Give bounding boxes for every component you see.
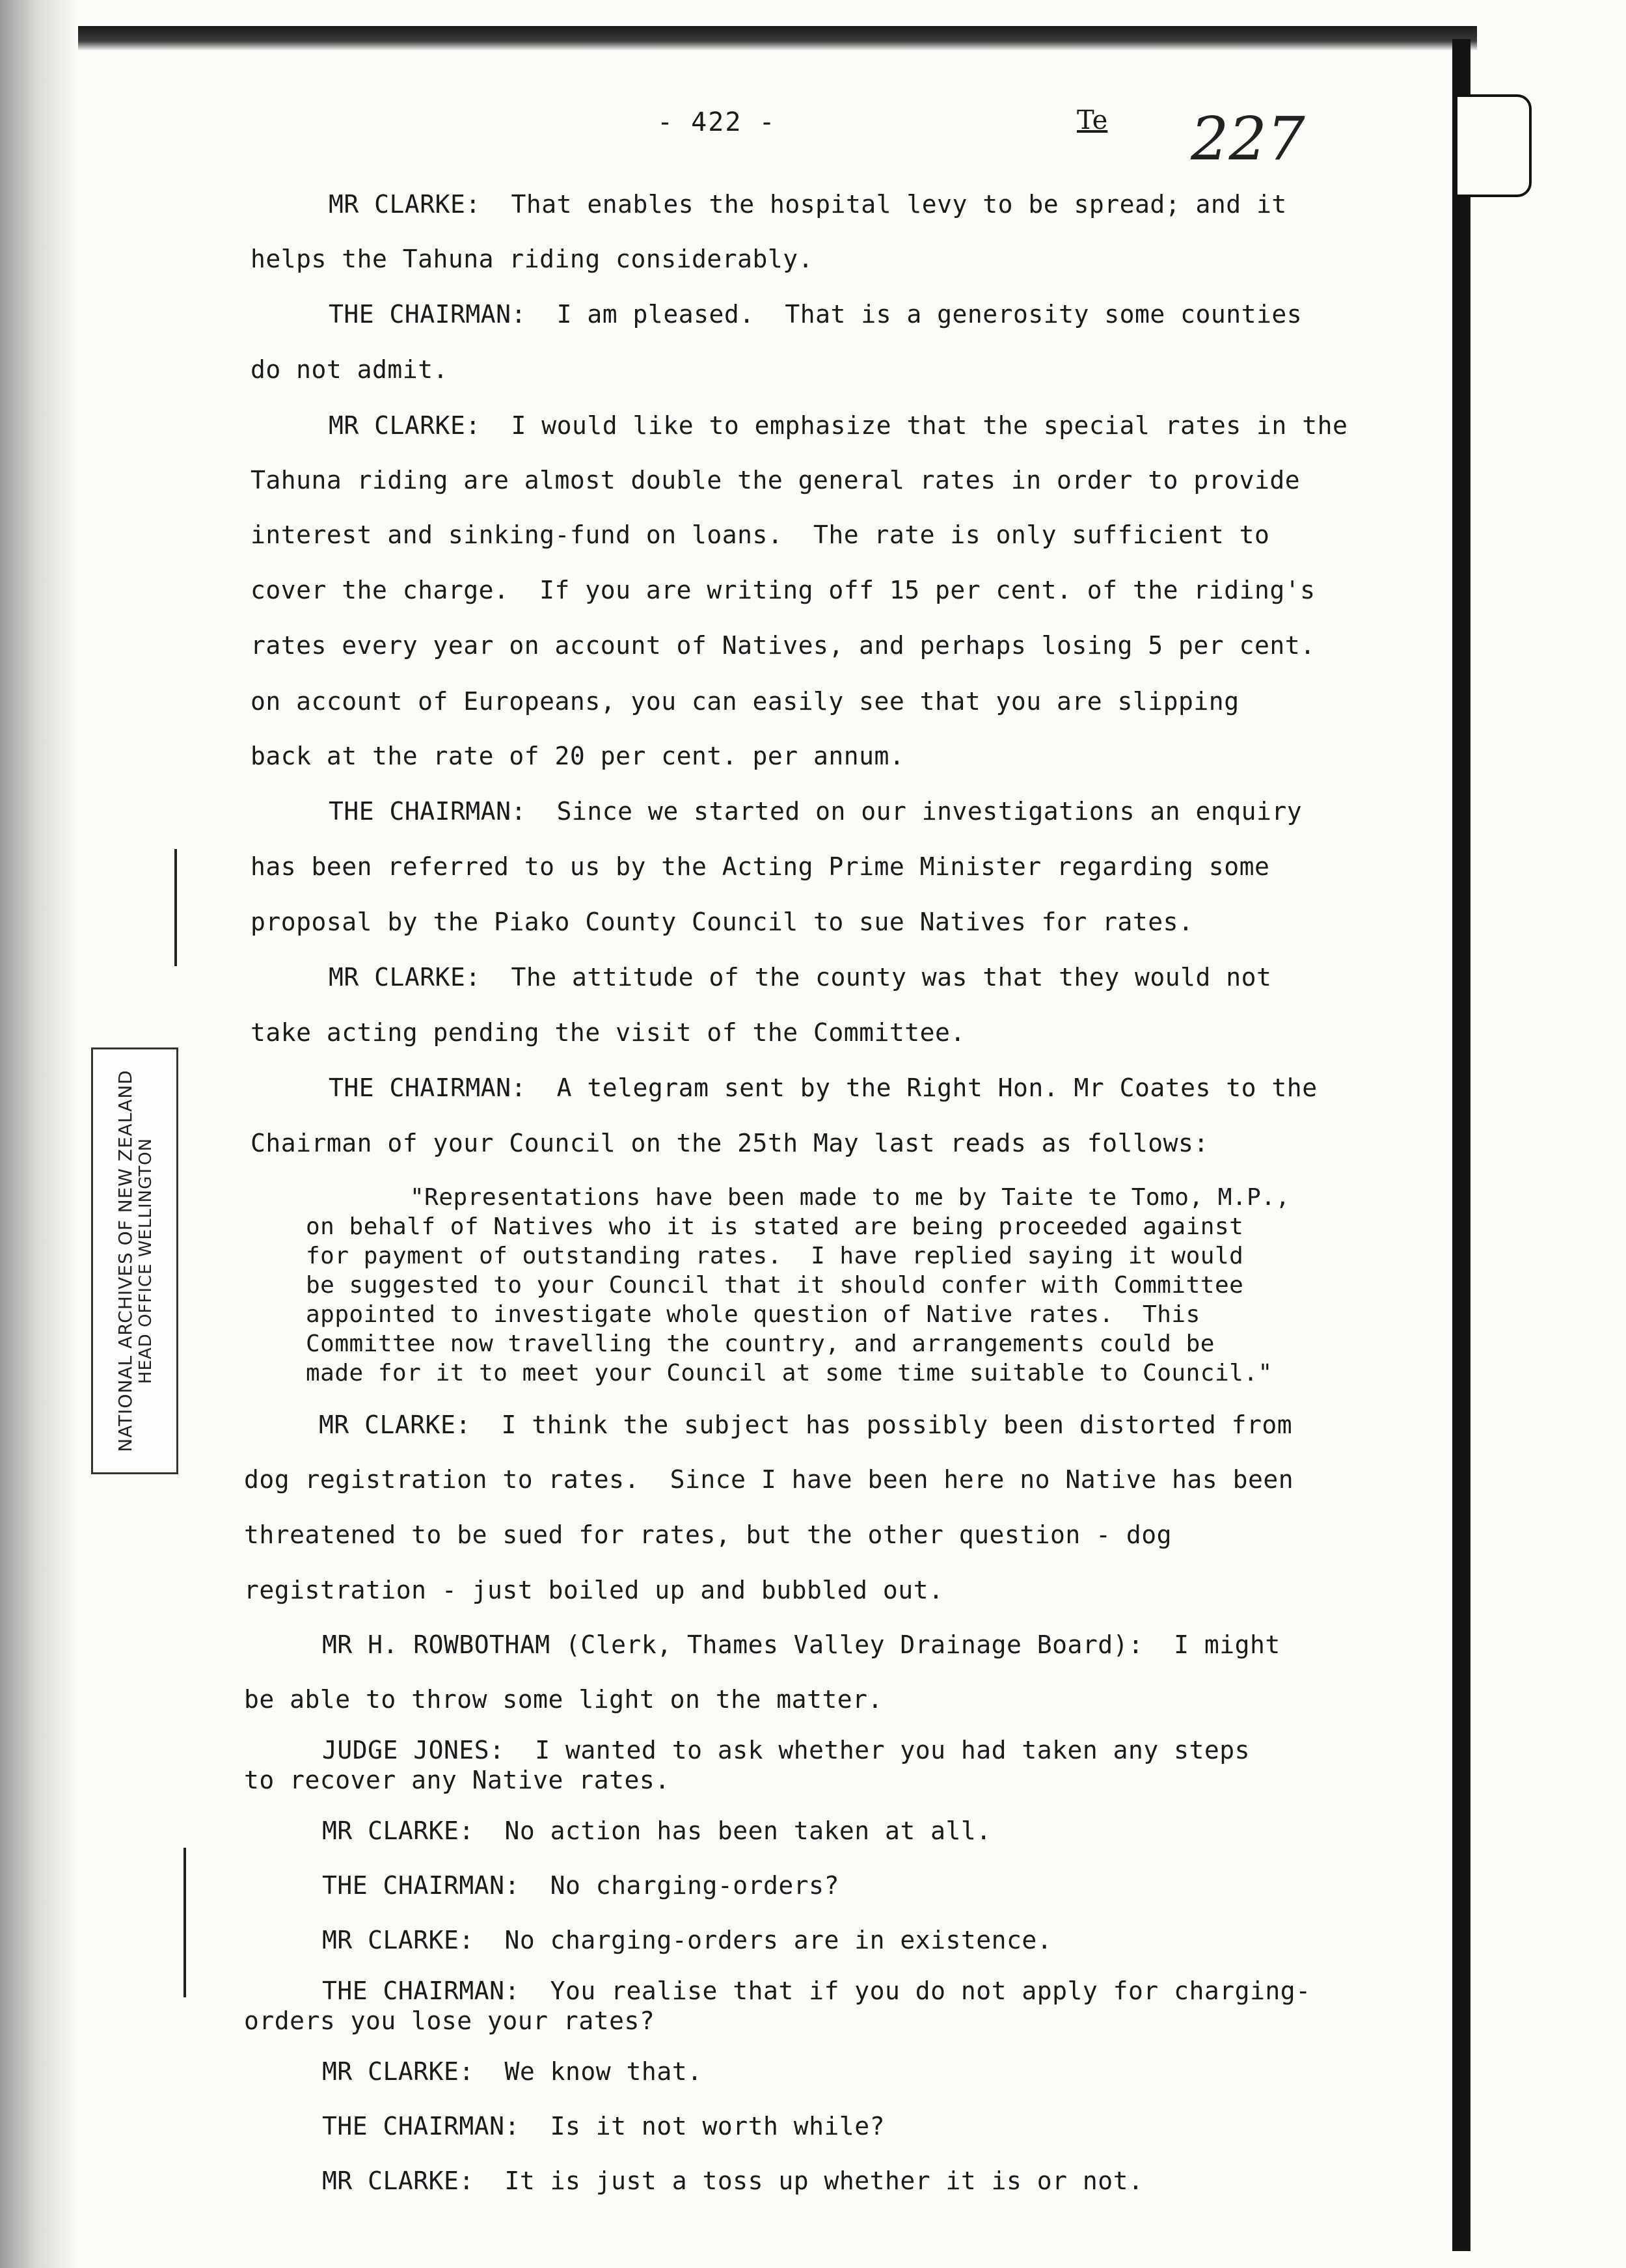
page-number: - 422 - [657,107,776,137]
text-line: MR CLARKE: No action has been taken at all. [322,1816,992,1845]
text-line: MR CLARKE: It is just a toss up whether it is or not. [322,2167,1144,2195]
quoted-telegram-line: be suggested to your Council that it should confer with Committee [306,1272,1244,1299]
text-line: THE CHAIRMAN: No charging-orders? [322,1871,839,1900]
text-line: THE CHAIRMAN: You realise that if you do not apply for charging- [322,1977,1311,2005]
text-line: back at the rate of 20 per cent. per annum. [251,742,905,770]
text-line: orders you lose your rates? [244,2006,655,2035]
text-line: do not admit. [251,355,448,384]
archive-stamp [91,1047,178,1474]
text-line: THE CHAIRMAN: Is it not worth while? [322,2112,885,2140]
scan-left-edge [0,0,78,2268]
text-line: dog registration to rates. Since I have been here no Native has been [244,1465,1294,1494]
text-line: take acting pending the visit of the Committee. [251,1018,966,1047]
text-line: MR CLARKE: I think the subject has possibly been distorted from [319,1411,1293,1439]
text-line: MR CLARKE: I would like to emphasize that the special rates in the [329,411,1348,440]
text-line: to recover any Native rates. [244,1766,670,1794]
text-line: MR CLARKE: We know that. [322,2057,703,2086]
text-line: THE CHAIRMAN: Since we started on our investigations an enquiry [329,797,1303,826]
text-line: MR CLARKE: The attitude of the county was that they would not [329,963,1272,992]
text-line: interest and sinking-fund on loans. The rate is only sufficient to [251,520,1270,549]
text-line: JUDGE JONES: I wanted to ask whether you had taken any steps [322,1736,1251,1764]
stamp-line-1: NATIONAL ARCHIVES OF NEW ZEALAND [114,1070,136,1452]
scan-top-edge [78,26,1477,51]
scan-page-tab [1457,94,1532,197]
stamp-line-2: HEAD OFFICE WELLINGTON [135,1137,156,1384]
text-line: cover the charge. If you are writing off 15 per cent. of the riding's [251,576,1316,604]
text-line: MR CLARKE: That enables the hospital levy to be spread; and it [329,190,1287,219]
handwritten-folio-number: 227 [1191,104,1305,174]
text-line: on account of Europeans, you can easily see that you are slipping [251,687,1240,716]
quoted-telegram-line: appointed to investigate whole question of Native rates. This [306,1301,1200,1328]
text-line: helps the Tahuna riding considerably. [251,245,813,273]
text-line: rates every year on account of Natives, and perhaps losing 5 per cent. [251,631,1316,660]
quoted-telegram-line: made for it to meet your Council at some time suitable to Council." [306,1360,1273,1386]
quoted-telegram-line: Committee now travelling the country, and arrangements could be [306,1330,1215,1357]
quoted-telegram-line: on behalf of Natives who it is stated are being proceeded against [306,1213,1244,1240]
text-line: THE CHAIRMAN: I am pleased. That is a generosity some counties [329,300,1303,329]
text-line: THE CHAIRMAN: A telegram sent by the Right Hon. Mr Coates to the [329,1073,1318,1102]
text-line: MR H. ROWBOTHAM (Clerk, Thames Valley Drainage Board): I might [322,1630,1280,1659]
margin-mark [183,1848,186,1997]
text-line: registration - just boiled up and bubbled out. [244,1576,944,1604]
text-line: threatened to be sued for rates, but the other question - dog [244,1520,1172,1549]
text-line: has been referred to us by the Acting Prime Minister regarding some [251,852,1270,881]
text-line: MR CLARKE: No charging-orders are in existence. [322,1926,1053,1954]
margin-mark [174,849,177,966]
text-line: proposal by the Piako County Council to sue Natives for rates. [251,908,1194,936]
header-reference: Te [1077,105,1108,135]
text-line: be able to throw some light on the matter. [244,1685,883,1714]
scan-right-edge [1452,39,1470,2251]
text-line: Tahuna riding are almost double the general rates in order to provide [251,466,1301,494]
quoted-telegram-line: for payment of outstanding rates. I have replied saying it would [306,1243,1244,1269]
quoted-telegram-line: "Representations have been made to me by Taite te Tomo, M.P., [410,1184,1290,1211]
text-line: Chairman of your Council on the 25th May last reads as follows: [251,1129,1209,1157]
